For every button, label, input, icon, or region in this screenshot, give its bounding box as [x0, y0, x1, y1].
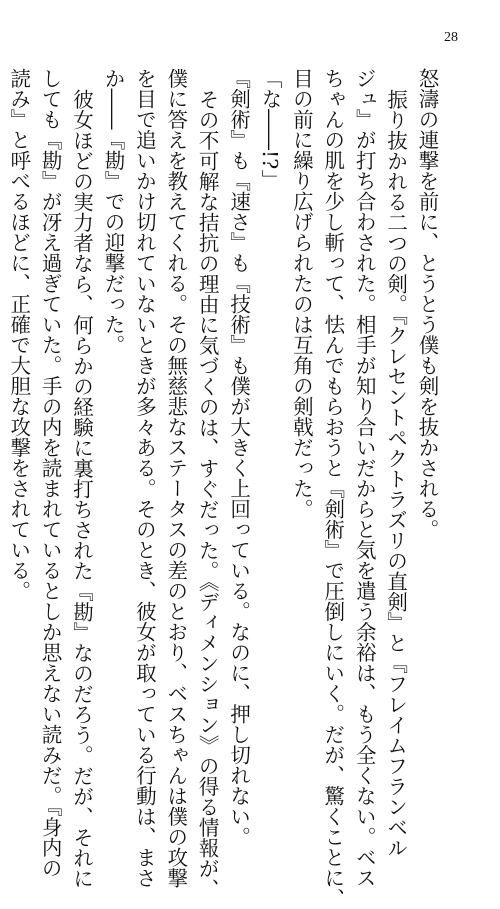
body-text — [0, 68, 442, 909]
text-line: 目の前に繰り広げられたのは互角の剣戟だった。 — [289, 68, 314, 519]
text-line: を目で追いかけ切れていないときが多々ある。そのとき、彼女が取っている行動は、まさ — [132, 68, 157, 888]
text-line: 「な――!?」 — [257, 68, 282, 190]
text-line: 彼女ほどの実力者なら、何らかの経験に裏打ちされた『勘』なのだろう。だが、それに — [69, 88, 94, 888]
text-line: その不可解な拮抗の理由に気づくのは、すぐだった。《ディメンション》の得る情報が、 — [195, 88, 220, 899]
text-line: ちゃんの肌を少し斬って、怯んでもらおうと『剣術』で圧倒しにいく。だが、驚くことに、 — [320, 68, 345, 909]
text-line: 振り抜かれる二つの剣。『クレセントペクトラズリの直剣』と『フレイムフランベル — [383, 88, 408, 858]
text-line: ジュ』が打ち合わされた。相手が知り合いだからと気を遣う余裕は、もう全くない。ベス — [352, 68, 377, 888]
text-line: 怒濤の連撃を前に、とうとう僕も剣を抜かされる。 — [415, 68, 439, 540]
text-line: 僕に答えを教えてくれる。その無慈悲なステータスの差のとおり、ベスちゃんは僕の攻撃 — [163, 68, 188, 888]
text-line: 『剣術』も『速さ』も『技術』も僕が大きく上回っている。なのに、押し切れない。 — [226, 68, 251, 847]
text-line: しても『勘』が冴え過ぎていた。手の内を読まれているとしか思えない読みだ。『身内の — [38, 68, 63, 878]
text-line: 読み』と呼べるほどに、正確で大胆な攻撃をされている。 — [6, 68, 31, 601]
text-line: か――『勘』での迎撃だった。 — [100, 68, 125, 355]
page-number: 28 — [444, 30, 458, 45]
